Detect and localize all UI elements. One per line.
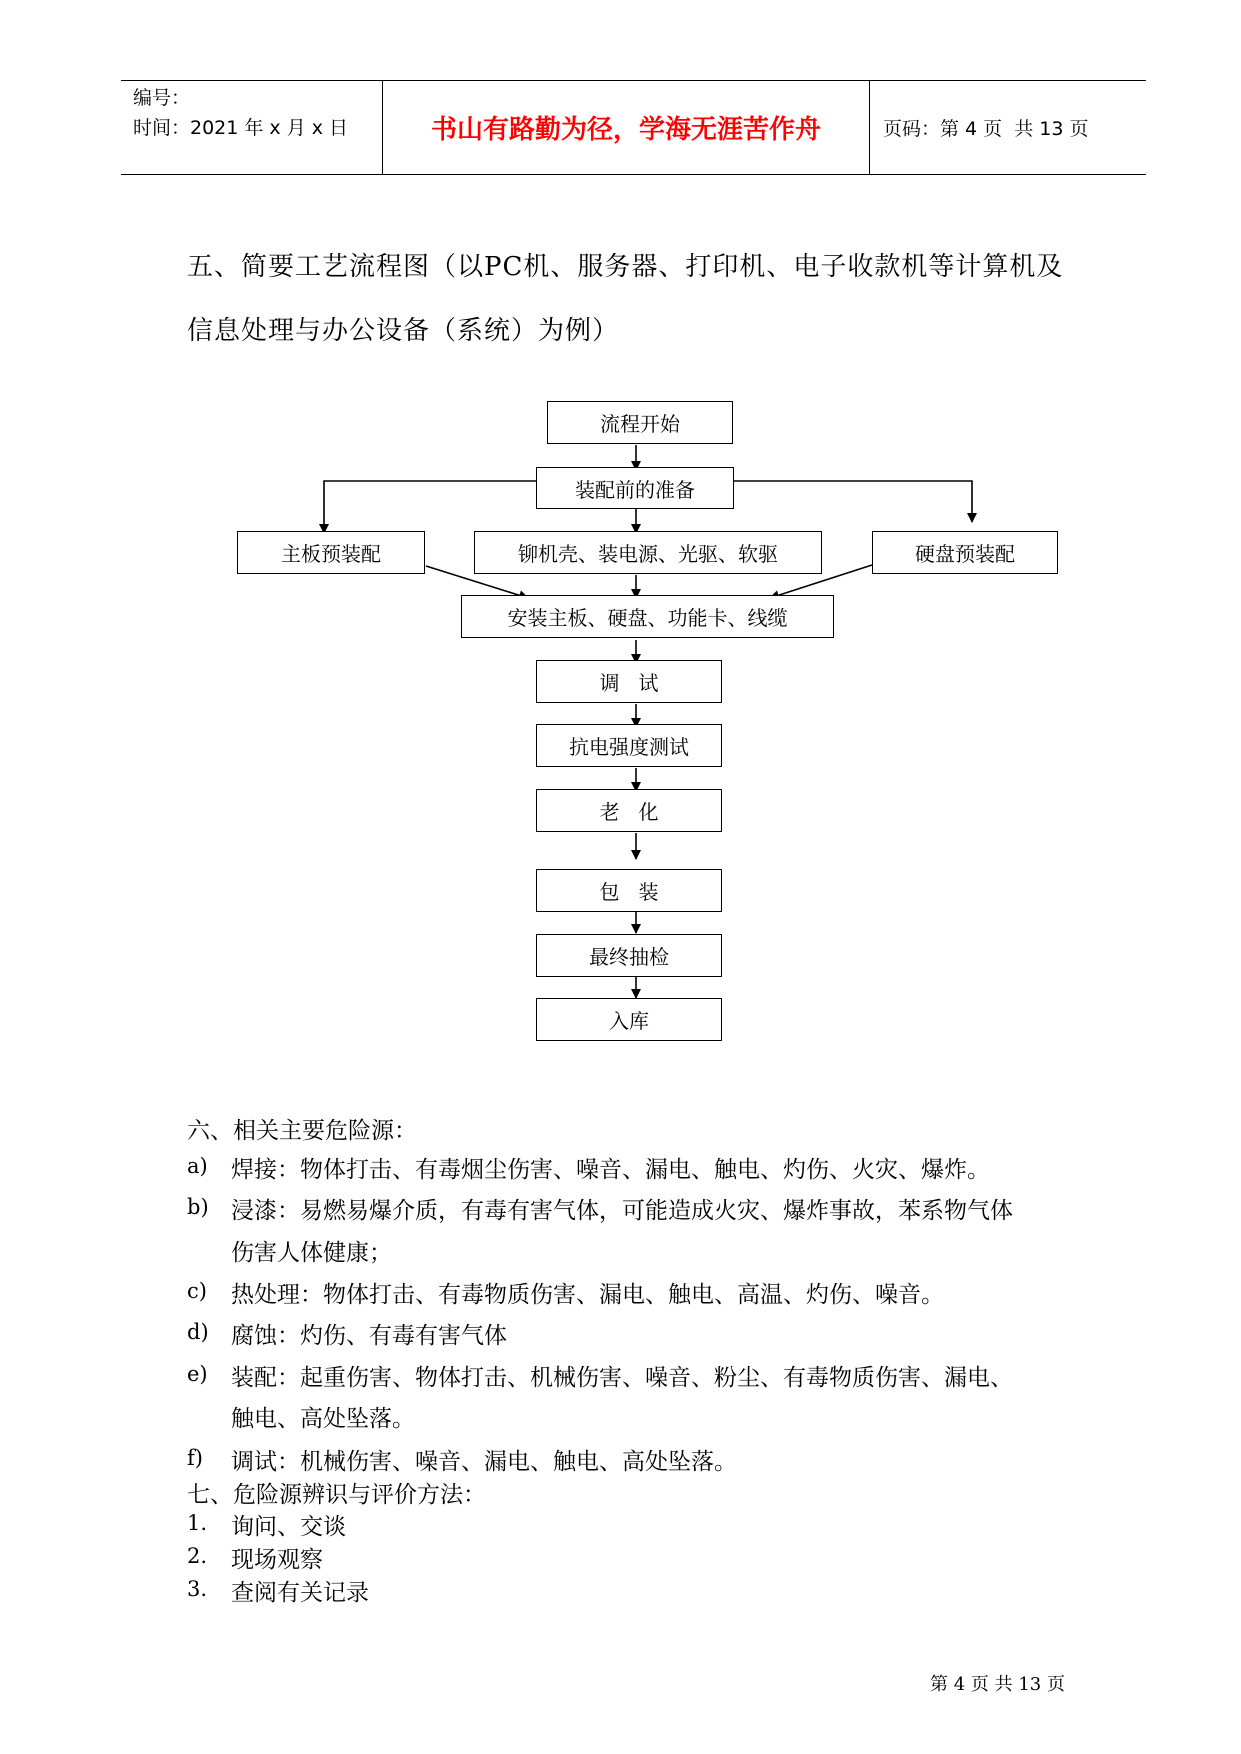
flow-step-start: 流程开始: [547, 401, 733, 444]
header-left: [133, 83, 383, 143]
header-page-indicator: [883, 81, 1089, 174]
hazard-label-d: d): [187, 1320, 209, 1344]
hazard-label-c: c): [187, 1279, 207, 1303]
flow-step-prep: 装配前的准备: [536, 467, 734, 509]
document-time-label: 时间：2021 年 x 月 x 日: [133, 117, 349, 139]
flow-step-aging: 老 化: [536, 789, 722, 832]
header-page-label: 页码：第 4 页 共 13 页: [883, 118, 1089, 140]
method-text-1: 询问、交谈: [231, 1514, 346, 1540]
hazard-text-a: 焊接：物体打击、有毒烟尘伤害、噪音、漏电、触电、灼伤、火灾、爆炸。: [231, 1157, 990, 1183]
flow-step-debug: 调 试: [536, 660, 722, 703]
method-label-2: 2.: [187, 1544, 208, 1568]
section5-title-line2: 信息处理与办公设备（系统）为例）: [187, 316, 620, 346]
hazard-text-e-line1: 装配：起重伤害、物体打击、机械伤害、噪音、粉尘、有毒物质伤害、漏电、: [231, 1365, 1013, 1391]
section7-title: 七、危险源辨识与评价方法：: [187, 1482, 486, 1508]
method-label-3: 3.: [187, 1577, 208, 1601]
flow-step-packing: 包 装: [536, 869, 722, 912]
section5-title-line1: 五、简要工艺流程图（以PC机、服务器、打印机、电子收款机等计算机及: [187, 252, 1064, 282]
document-number-label: 编号：: [133, 87, 191, 109]
method-label-1: 1.: [187, 1511, 208, 1535]
hazard-text-e-line2: 触电、高处坠落。: [231, 1406, 415, 1432]
flow-step-mainboard-preassembly: 主板预装配: [237, 531, 425, 574]
header-motto: 书山有路勤为径，学海无涯苦作舟: [382, 81, 870, 174]
arrow-prep-to-left: [324, 481, 536, 533]
hazard-label-f: f): [187, 1446, 203, 1470]
method-text-2: 现场观察: [231, 1547, 323, 1573]
method-text-3: 查阅有关记录: [231, 1580, 369, 1606]
flow-step-chassis-assembly: 铆机壳、装电源、光驱、软驱: [474, 531, 822, 574]
arrow-prep-to-right: [734, 481, 972, 522]
page-footer: 第 4 页 共 13 页: [930, 1674, 1065, 1695]
flow-step-withstand-test: 抗电强度测试: [536, 724, 722, 767]
hazard-text-f: 调试：机械伤害、噪音、漏电、触电、高处坠落。: [231, 1449, 737, 1475]
flow-step-storage: 入库: [536, 998, 722, 1041]
section6-title: 六、相关主要危险源：: [187, 1118, 417, 1144]
flow-step-install-components: 安装主板、硬盘、功能卡、线缆: [461, 595, 834, 638]
hazard-label-a: a): [187, 1154, 208, 1178]
hazard-text-d: 腐蚀：灼伤、有毒有害气体: [231, 1323, 507, 1349]
hazard-text-b-line2: 伤害人体健康；: [231, 1240, 392, 1266]
hazard-label-e: e): [187, 1362, 208, 1386]
hazard-text-b-line1: 浸漆：易燃易爆介质，有毒有害气体，可能造成火灾、爆炸事故，苯系物气体: [231, 1198, 1013, 1224]
hazard-label-b: b): [187, 1195, 209, 1219]
flow-step-final-check: 最终抽检: [536, 934, 722, 977]
page-header: [121, 80, 1146, 175]
flow-step-harddisk-preassembly: 硬盘预装配: [872, 531, 1058, 574]
hazard-text-c: 热处理：物体打击、有毒物质伤害、漏电、触电、高温、灼伤、噪音。: [231, 1282, 944, 1308]
